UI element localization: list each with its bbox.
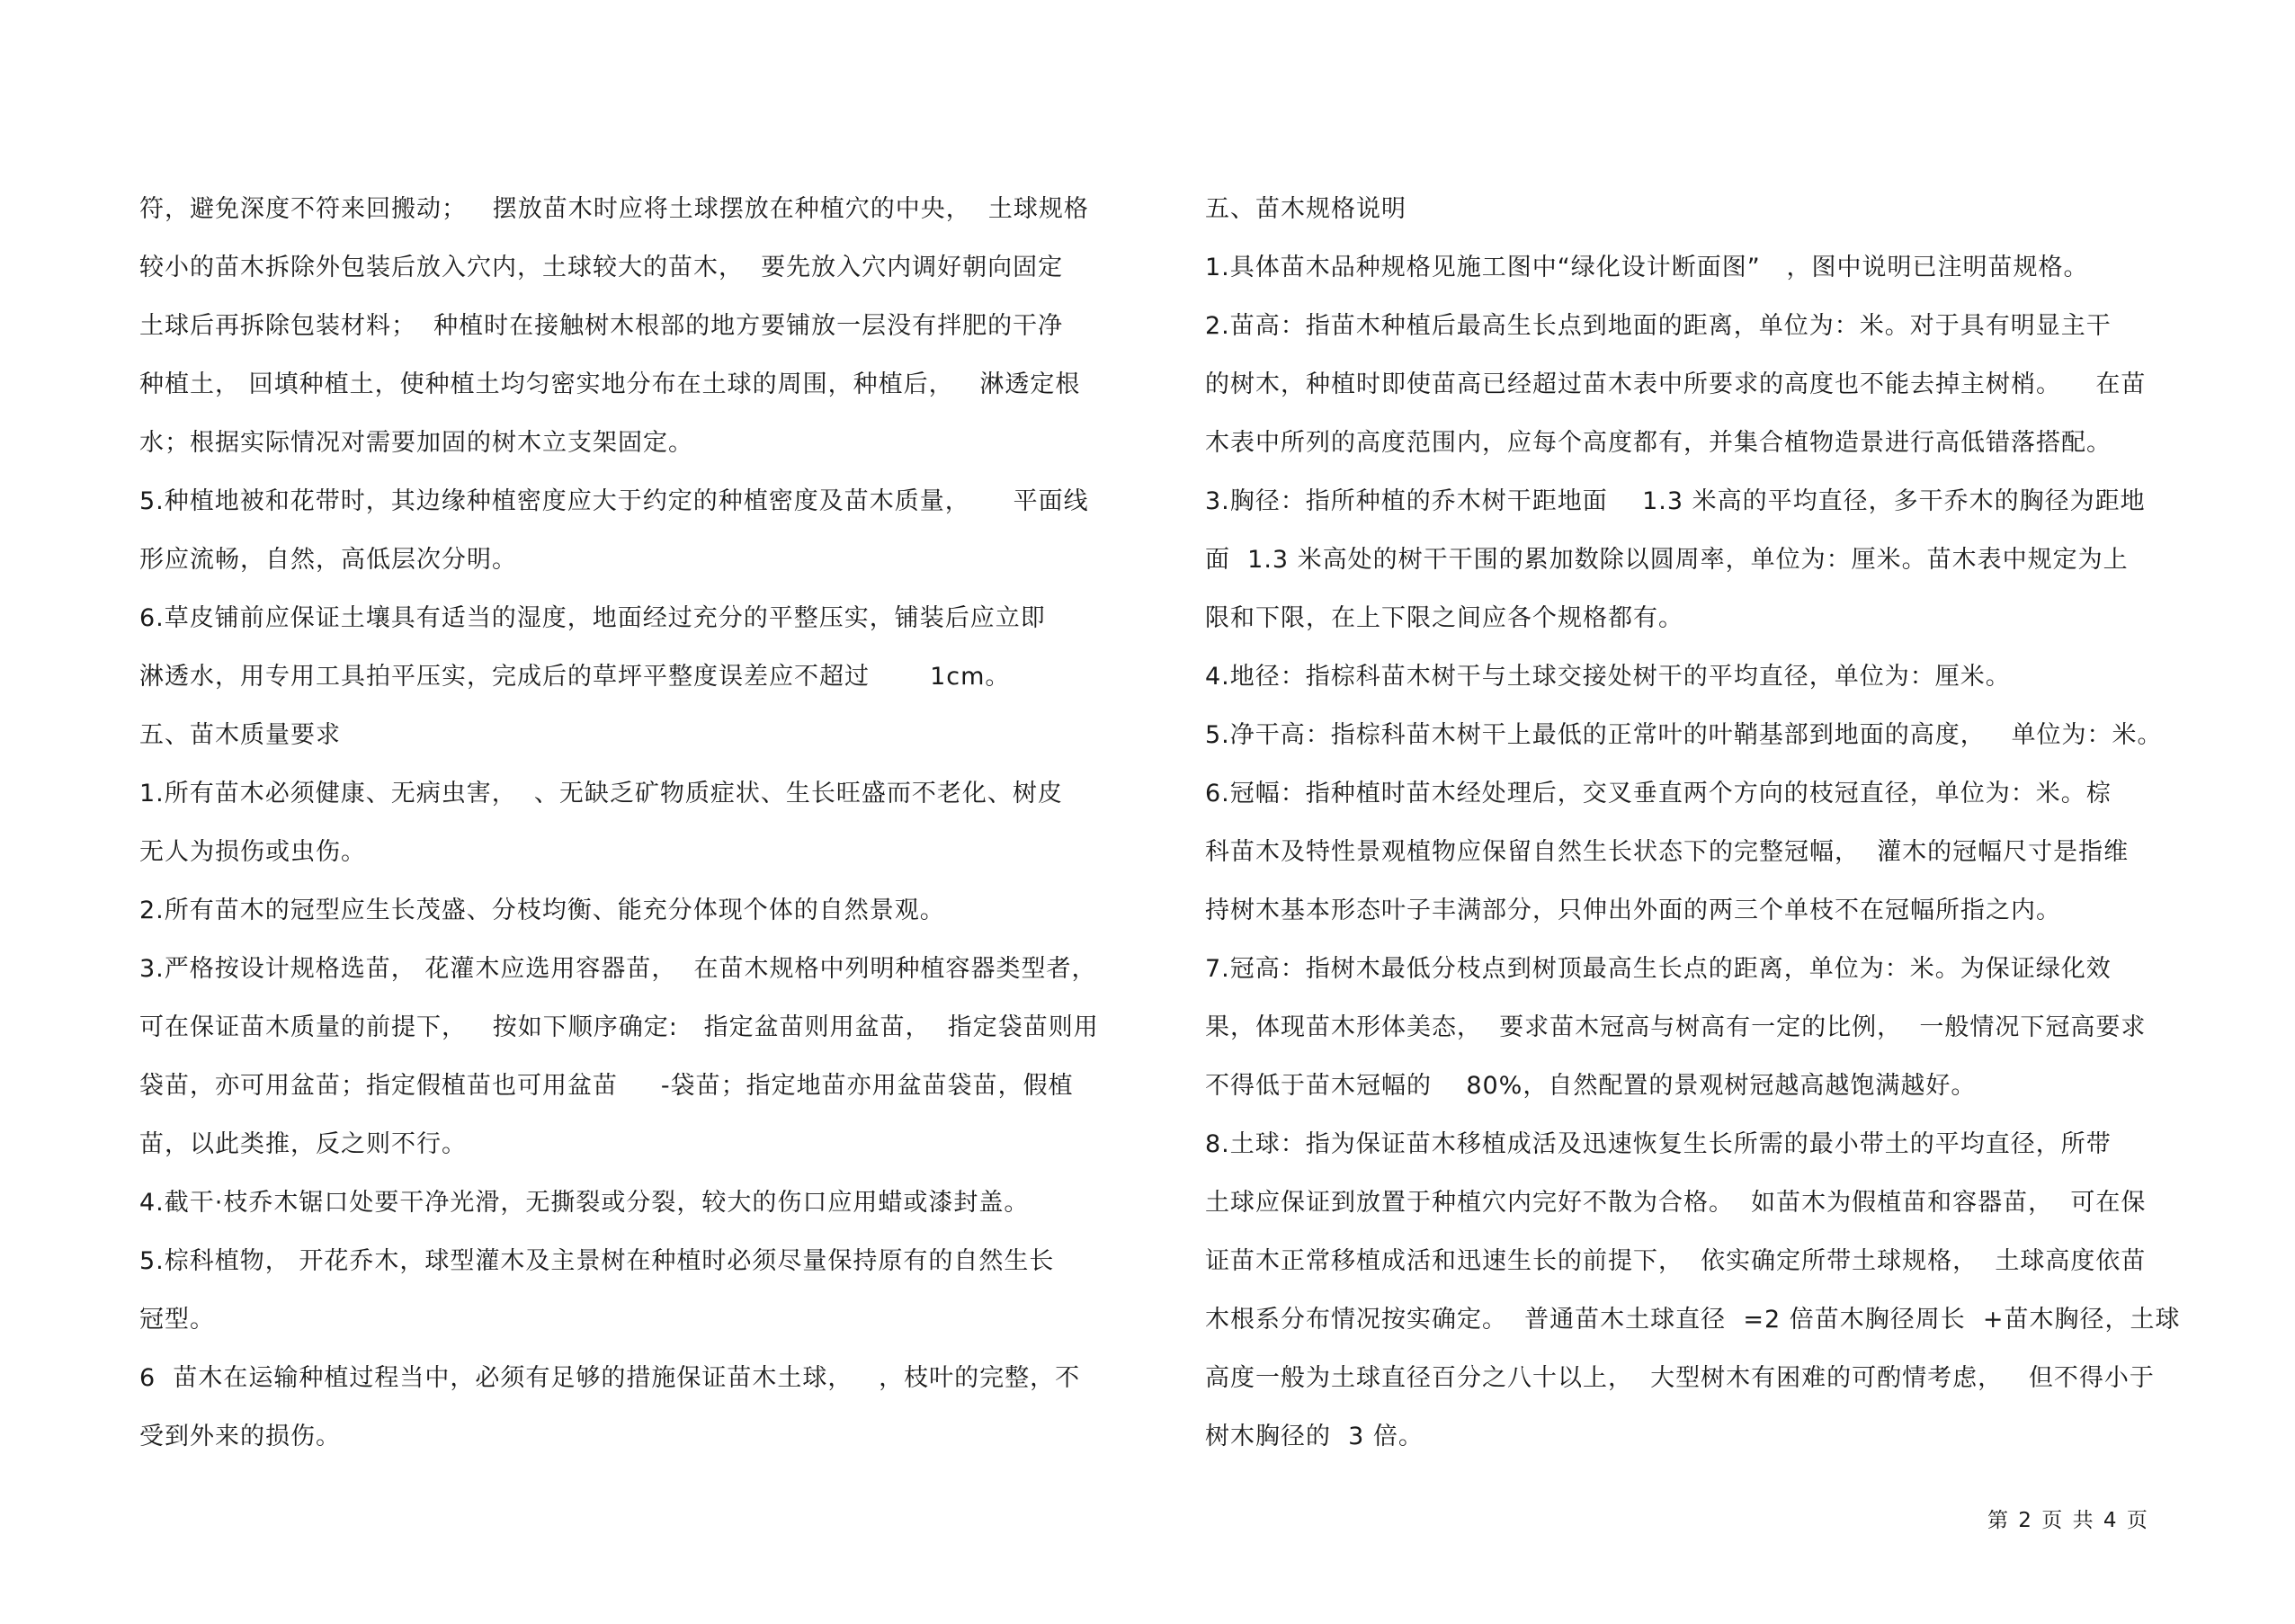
text-line: 3.胸径：指所种植的乔木树干距地面 1.3 米高的平均直径，多干乔木的胸径为距地 (1205, 487, 2146, 515)
text-line: 木表中所列的高度范围内，应每个高度都有，并集合植物造景进行高低错落搭配。 (1205, 429, 2112, 457)
text-line: 1.具体苗木品种规格见施工图中“绿化设计断面图” ，图中说明已注明苗规格。 (1205, 254, 2089, 281)
text-line: 淋透水，用专用工具拍平压实，完成后的草坪平整度误差应不超过 1cm。 (139, 663, 1011, 691)
text-line: 无人为损伤或虫伤。 (139, 838, 366, 866)
text-line: 水；根据实际情况对需要加固的树木立支架固定。 (139, 429, 693, 457)
text-line: 果，体现苗木形体美态， 要求苗木冠高与树高有一定的比例， 一般情况下冠高要求 (1205, 1013, 2147, 1041)
text-line: 持树木基本形态叶子丰满部分，只伸出外面的两三个单枝不在冠幅所指之内。 (1205, 897, 2061, 924)
text-line: 受到外来的损伤。 (139, 1423, 341, 1450)
text-line: 袋苗，亦可用盆苗；指定假植苗也可用盆苗 -袋苗；指定地苗亦用盆苗袋苗，假植 (139, 1072, 1074, 1100)
text-line: 8.土球：指为保证苗木移植成活及迅速恢复生长所需的最小带土的平均直径，所带 (1205, 1130, 2112, 1158)
text-line: 6 苗木在运输种植过程当中，必须有足够的措施保证苗木土球， ，枝叶的完整，不 (139, 1364, 1081, 1392)
text-line: 1.所有苗木必须健康、无病虫害， 、无缺乏矿物质症状、生长旺盛而不老化、树皮 (139, 780, 1063, 808)
text-line: 的树木，种植时即使苗高已经超过苗木表中所要求的高度也不能去掉主树梢。 在苗 (1205, 370, 2147, 398)
page-number: 第 2 页 共 4 页 (1987, 1509, 2149, 1532)
text-line: 苗，以此类推，反之则不行。 (139, 1130, 467, 1158)
text-line: 4.地径：指棕科苗木树干与土球交接处树干的平均直径，单位为：厘米。 (1205, 663, 2011, 691)
section-heading: 五、苗木质量要求 (139, 721, 341, 749)
text-line: 树木胸径的 3 倍。 (1205, 1423, 1424, 1450)
right-column (1205, 180, 2185, 1466)
text-line: 限和下限，在上下限之间应各个规格都有。 (1205, 604, 1683, 632)
text-line: 证苗木正常移植成活和迅速生长的前提下， 依实确定所带土球规格， 土球高度依苗 (1205, 1247, 2147, 1275)
text-line: 木根系分布情况按实确定。 普通苗木土球直径 =2 倍苗木胸径周长 +苗木胸径，土球 (1205, 1306, 2181, 1334)
section-heading: 五、苗木规格说明 (1205, 195, 1406, 223)
text-line: 3.严格按设计规格选苗， 花灌木应选用容器苗， 在苗木规格中列明种植容器类型者， (139, 955, 1097, 983)
text-line: 不得低于苗木冠幅的 80%，自然配置的景观树冠越高越饱满越好。 (1205, 1072, 1977, 1100)
text-line: 形应流畅，自然，高低层次分明。 (139, 546, 517, 574)
text-line: 较小的苗木拆除外包装后放入穴内，土球较大的苗木， 要先放入穴内调好朝向固定 (139, 254, 1064, 281)
text-line: 科苗木及特性景观植物应保留自然生长状态下的完整冠幅， 灌木的冠幅尺寸是指维 (1205, 838, 2130, 866)
text-line: 土球应保证到放置于种植穴内完好不散为合格。 如苗木为假植苗和容器苗， 可在保 (1205, 1189, 2147, 1217)
text-line: 2.所有苗木的冠型应生长茂盛、分枝均衡、能充分体现个体的自然景观。 (139, 897, 945, 924)
text-line: 面 1.3 米高处的树干干围的累加数除以圆周率，单位为：厘米。苗木表中规定为上 (1205, 546, 2129, 574)
text-line: 5.棕科植物， 开花乔木，球型灌木及主景树在种植时必须尽量保持原有的自然生长 (139, 1247, 1055, 1275)
text-line: 2.苗高：指苗木种植后最高生长点到地面的距离，单位为：米。对于具有明显主干 (1205, 312, 2112, 340)
text-line: 高度一般为土球直径百分之八十以上， 大型树木有困难的可酌情考虑， 但不得小于 (1205, 1364, 2155, 1392)
text-line: 7.冠高：指树木最低分枝点到树顶最高生长点的距离，单位为：米。为保证绿化效 (1205, 955, 2112, 983)
text-line: 4.截干·枝乔木锯口处要干净光滑，无撕裂或分裂，较大的伤口应用蜡或漆封盖。 (139, 1189, 1030, 1217)
text-line: 5.净干高：指棕科苗木树干上最低的正常叶的叶鞘基部到地面的高度， 单位为：米。 (1205, 721, 2163, 749)
text-line: 5.种植地被和花带时，其边缘种植密度应大于约定的种植密度及苗木质量， 平面线 (139, 487, 1089, 515)
text-line: 6.冠幅：指种植时苗木经处理后，交叉垂直两个方向的枝冠直径，单位为：米。棕 (1205, 780, 2112, 808)
text-line: 种植土， 回填种植土，使种植土均匀密实地分布在土球的周围，种植后， 淋透定根 (139, 370, 1081, 398)
text-line: 可在保证苗木质量的前提下， 按如下顺序确定: 指定盆苗则用盆苗， 指定袋苗则用 (139, 1013, 1099, 1041)
text-line: 冠型。 (139, 1306, 215, 1334)
text-line: 符，避免深度不符来回搬动； 摆放苗木时应将土球摆放在种植穴的中央， 土球规格 (139, 195, 1089, 223)
text-line: 6.草皮铺前应保证土壤具有适当的湿度，地面经过充分的平整压实，铺装后应立即 (139, 604, 1046, 632)
left-column (139, 180, 1120, 1466)
text-line: 土球后再拆除包装材料； 种植时在接触树木根部的地方要铺放一层没有拌肥的干净 (139, 312, 1064, 340)
